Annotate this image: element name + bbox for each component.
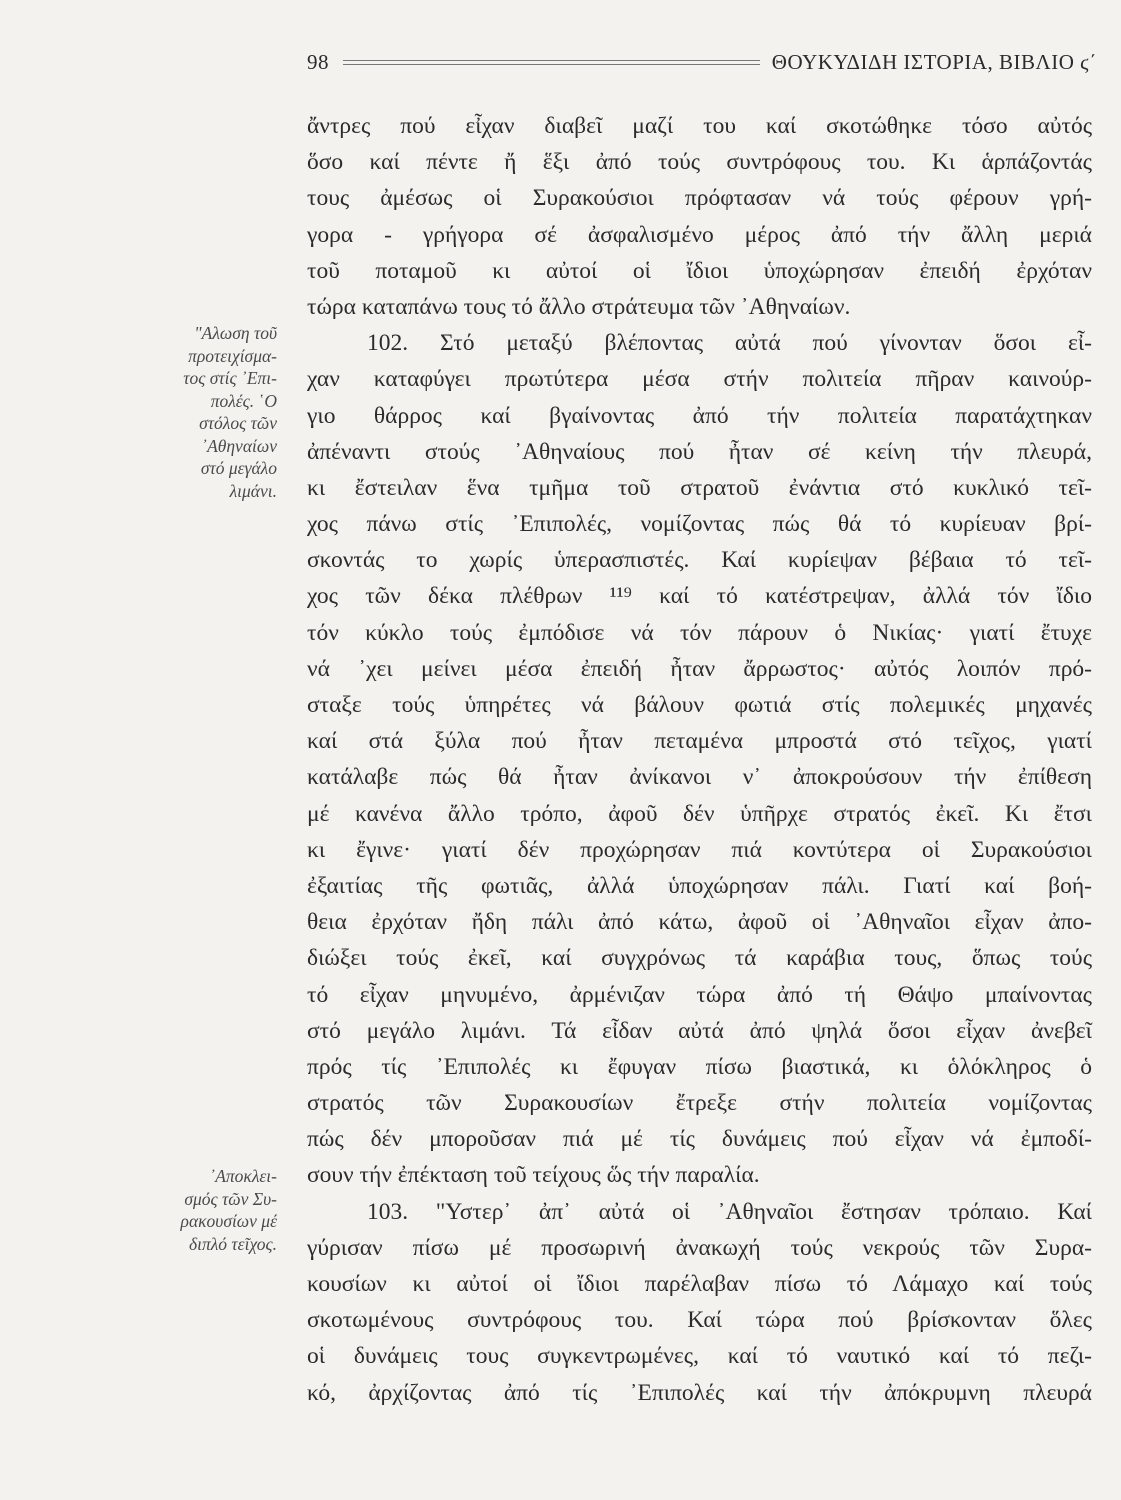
margin-note-line: πολές. ῾Ο: [210, 390, 277, 411]
margin-note-line: σμός τῶν Συ-: [184, 1188, 277, 1209]
chapter-103-start: 103. "Υστερ᾿ ἀπ᾿ αὐτά οἱ ᾿Αθηναῖοι ἔστησαν τρόπαιο. Καί: [367, 1198, 1092, 1225]
margin-note-line: προτειχίσμα-: [188, 345, 277, 366]
text-line: κουσίων κι αὐτοί οἱ ἴδιοι παρέλαβαν πίσω τό Λάμαχο καί τούς: [307, 1271, 1092, 1297]
running-header: [307, 46, 1097, 78]
text-line: θεια ἐρχόταν ἤδη πάλι ἀπό κάτω, ἀφοῦ οἱ ᾿Αθηναῖοι εἶχαν ἀπο-: [307, 909, 1092, 936]
margin-note-line: στόλος τῶν: [199, 413, 277, 433]
text-line: χαν καταφύγει πρωτύτερα μέσα στήν πολιτεία πῆραν καινούρ-: [307, 366, 1092, 393]
text-line: ἀπέναντι στούς ᾿Αθηναίους πού ἦταν σέ κείνη τήν πλευρά,: [307, 438, 1092, 465]
margin-note-line: "Αλωση τοῦ: [194, 323, 277, 343]
text-line: τό εἶχαν μηνυμένο, ἀρμένιζαν τώρα ἀπό τή Θάψο μπαίνοντας: [307, 981, 1092, 1008]
chapter-102-start: 102. Στό μεταξύ βλέποντας αὐτά πού γίνονταν ὅσοι εἶ-: [367, 330, 1092, 357]
main-text: [307, 108, 1092, 1411]
text-line: τόν κύκλο τούς ἐμπόδισε νά τόν πάρουν ὁ Νικίας· γιατί ἔτυχε: [307, 619, 1092, 646]
running-title: ΘΟΥΚΥΔΙΔΗ ΙΣΤΟΡΙΑ, ΒΙΒΛΙΟ ϛ΄: [771, 49, 1097, 74]
text-line: ὅσο καί πέντε ἤ ἕξι ἀπό τούς συντρόφους του. Κι ἁρπάζοντάς: [307, 149, 1092, 176]
text-line: νά ᾿χει μείνει μέσα ἐπειδή ἦταν ἄρρωστος· αὐτός λοιπόν πρό-: [307, 655, 1092, 682]
margin-note-line: ᾿Αθηναίων: [201, 435, 277, 456]
text-line: γιο θάρρος καί βγαίνοντας ἀπό τήν πολιτεία παρατάχτηκαν: [307, 402, 1092, 429]
text-line: πρός τίς ᾿Επιπολές κι ἔφυγαν πίσω βιαστικά, κι ὁλόκληρος ὁ: [307, 1053, 1092, 1080]
text-line: πώς δέν μποροῦσαν πιά μέ τίς δυνάμεις πού εἶχαν νά ἐμποδί-: [307, 1126, 1092, 1153]
page-number: 98: [307, 49, 329, 74]
margin-note-line: λιμάνι.: [229, 480, 277, 501]
text-line: κι ἔγινε· γιατί δέν προχώρησαν πιά κοντύτερα οἱ Συρακούσιοι: [307, 836, 1092, 863]
text-line: σκοντάς το χωρίς ὑπερασπιστές. Καί κυρίεψαν βέβαια τό τεῖ-: [307, 547, 1092, 574]
text-line-footnote-119: χος τῶν δέκα πλέθρων ¹¹⁹ καί τό κατέστρεψαν, ἀλλά τόν ἴδιο: [307, 583, 1092, 610]
text-line: γύρισαν πίσω μέ προσωρινή ἀνακωχή τούς νεκρούς τῶν Συρα-: [307, 1234, 1092, 1261]
text-line: τους ἀμέσως οἱ Συρακούσιοι πρόφτασαν νά τούς φέρουν γρή-: [307, 185, 1092, 212]
text-line: κι ἔστειλαν ἕνα τμῆμα τοῦ στρατοῦ ἐνάντια στό κυκλικό τεῖ-: [307, 474, 1092, 501]
margin-note-double-wall: [127, 1165, 277, 1255]
text-line: σταξε τούς ὑπηρέτες νά βάλουν φωτιά στίς πολεμικές μηχανές: [307, 692, 1092, 718]
text-line: τώρα καταπάνω τους τό ἄλλο στράτευμα τῶν ᾿Αθηναίων.: [307, 293, 851, 320]
text-line: ἄντρες πού εἶχαν διαβεῖ μαζί του καί σκοτώθηκε τόσο αὐτός: [307, 113, 1092, 139]
text-line: διώξει τούς ἐκεῖ, καί συγχρόνως τά καράβια τους, ὅπως τούς: [307, 945, 1092, 972]
text-line: καί στά ξύλα πού ἦταν πεταμένα μπροστά στό τεῖχος, γιατί: [307, 728, 1092, 755]
text-line: σουν τήν ἐπέκταση τοῦ τείχους ὥς τήν παραλία.: [307, 1162, 760, 1189]
margin-note-capture-of-outwork: [127, 322, 277, 502]
text-line: σκοτωμένους συντρόφους του. Καί τώρα πού βρίσκονταν ὅλες: [307, 1307, 1092, 1334]
text-line: οἱ δυνάμεις τους συγκεντρωμένες, καί τό ναυτικό καί τό πεζι-: [307, 1343, 1092, 1370]
margin-note-line: τος στίς ᾿Επι-: [183, 368, 277, 388]
text-line: μέ κανένα ἄλλο τρόπο, ἀφοῦ δέν ὑπῆρχε στρατός ἐκεῖ. Κι ἔτσι: [307, 800, 1092, 827]
text-line: χος πάνω στίς ᾿Επιπολές, νομίζοντας πώς θά τό κυρίευαν βρί-: [307, 511, 1092, 538]
text-line: κό, ἀρχίζοντας ἀπό τίς ᾿Επιπολές καί τήν ἀπόκρυμνη πλευρά: [307, 1379, 1092, 1406]
header-rule: [343, 60, 760, 65]
text-line: κατάλαβε πώς θά ἦταν ἀνίκανοι ν᾿ ἀποκρούσουν τήν ἐπίθεση: [307, 764, 1092, 791]
text-line: στό μεγάλο λιμάνι. Τά εἶδαν αὐτά ἀπό ψηλά ὅσοι εἶχαν ἀνεβεῖ: [307, 1017, 1092, 1044]
text-line: γορα - γρήγορα σέ ἀσφαλισμένο μέρος ἀπό τήν ἄλλη μεριά: [307, 221, 1092, 248]
margin-note-line: ᾿Αποκλει-: [209, 1166, 277, 1186]
margin-note-line: στό μεγάλο: [200, 458, 277, 478]
text-line: τοῦ ποταμοῦ κι αὐτοί οἱ ἴδιοι ὑποχώρησαν ἐπειδή ἐρχόταν: [307, 257, 1092, 284]
text-line: στρατός τῶν Συρακουσίων ἔτρεξε στήν πολιτεία νομίζοντας: [307, 1090, 1092, 1117]
text-line: ἐξαιτίας τῆς φωτιᾶς, ἀλλά ὑποχώρησαν πάλι. Γιατί καί βοή-: [307, 872, 1092, 899]
margin-note-line: ρακουσίων μέ: [180, 1211, 277, 1231]
margin-note-line: διπλό τεῖχος.: [188, 1233, 277, 1254]
